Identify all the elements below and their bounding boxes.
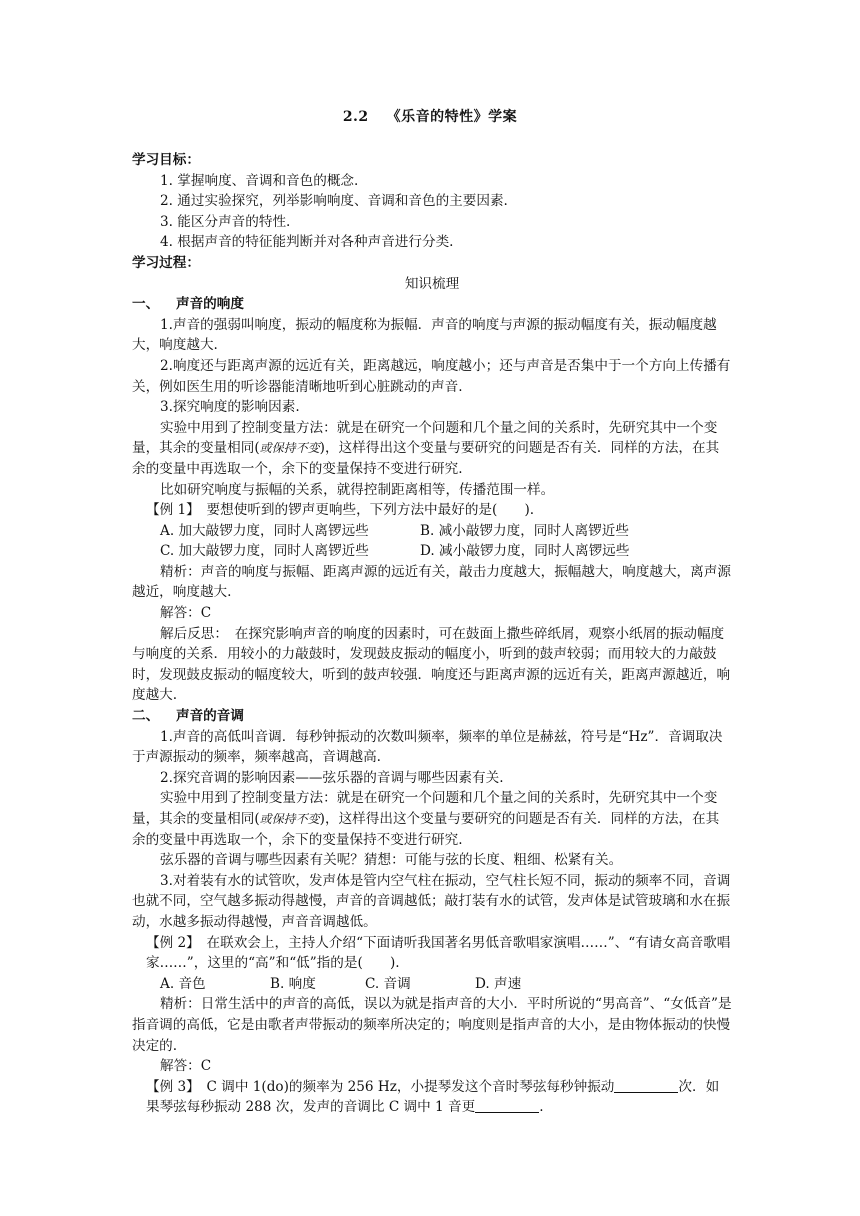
section-heading [132,294,732,315]
option-a: A. 音色 [160,975,206,992]
section-title: 声音的响度 [176,296,244,313]
title-text: 《乐音的特性》学案 [386,109,518,125]
objective-item: 1. 掌握响度、音调和音色的概念. [160,172,359,189]
paragraph: 2.探究音调的影响因素——弦乐器的音调与哪些因素有关. [160,769,504,786]
example-label: 【例 2】 [146,934,193,951]
option-d: D. 减小敲锣力度，同时人离锣远些 [420,543,630,560]
paragraph: 2.响度还与距离声源的远近有关，距离越远，响度越小；还与声音是否集中于一个方向上传播有关，例如医生用的听诊器能清晰地听到心脏跳动的声音. [132,357,731,395]
paragraph: 1.声音的强弱叫响度，振动的幅度称为振幅．声音的响度与声源的振动幅度有关，振动幅度越大，响度越大. [132,316,717,354]
example-answer: 解答：C [160,1058,212,1075]
paragraph: 3.探究响度的影响因素. [160,399,300,416]
example-answer: 解答：C [160,605,212,622]
option-d: D. 声速 [475,975,522,992]
option-c: C. 音调 [365,975,411,992]
paragraph: 1.声音的高低叫音调．每秒钟振动的次数叫频率，频率的单位是赫兹，符号是“Hz”．音调取决于声源振动的频率，频率越高，音调越高. [132,728,723,766]
paragraph: 弦乐器的音调与哪些因素有关呢？猜想：可能与弦的长度、粗细、松紧有关。 [160,852,623,869]
paragraph: 3.对着装有水的试管吹，发声体是管内空气柱在振动，空气柱长短不同，振动的频率不同，音调也就不同，空气越多振动得越慢，声音的音调越低；敲打装有水的试管，发声体是试管玻璃和水在振动，水越多振动得越慢，声音音调越低。 [132,872,731,930]
example-question [132,500,732,521]
example-label: 【例 3】 [146,1078,193,1095]
example-text: C 调中 1(do)的频率为 256 Hz，小提琴发这个音时琴弦每秒钟振动 [206,1078,615,1095]
section-heading [132,706,732,727]
objective-item: 4. 根据声音的特征能判断并对各种声音进行分类. [160,234,454,251]
knowledge-heading: 知识梳理 [404,275,460,292]
paragraph-part: 或保持不变 [259,441,320,456]
example-label: 【例 1】 [146,502,193,519]
paragraph [132,788,732,850]
paragraph-part: )，这样得出这个变量与要研究的问题是否有关．同样的方法，在其余的变量中再选取一个，余下的变量保持不变进行研究. [132,811,720,848]
title-number: 2.2 [342,109,369,125]
option-b: B. 响度 [270,975,316,992]
document-body [132,150,732,1118]
example-options [132,541,732,562]
paragraph: 比如研究响度与振幅的关系，就得控制距离相等，传播范围一样。 [160,481,555,498]
example-question [132,1077,732,1118]
process-heading: 学习过程： [132,254,200,271]
answer-blank[interactable] [475,1098,539,1113]
paragraph [132,418,732,480]
page-title [0,106,860,126]
option-b: B. 减小敲锣力度，同时人离锣近些 [420,522,629,539]
example-options [132,974,732,995]
option-c: C. 加大敲锣力度，同时人离锣近些 [160,543,369,560]
paragraph-part: 实验中用到了控制变量方法：就是在研究一个问题和几个量之间的关系时，先研究其中一个变量，其余的变量相同( [132,790,718,827]
section-number: 一、 [132,296,160,313]
objectives-heading: 学习目标： [132,152,200,168]
example-text: 要想使听到的锣声更响些，下列方法中最好的是( ). [206,502,535,519]
example-text: 在联欢会上，主持人介绍“下面请听我国著名男低音歌唱家演唱……”、“有请女高音歌唱家……”，这里的“高”和“低”指的是( ). [146,934,731,972]
example-analysis: 精析：日常生活中的声音的高低，误以为就是指声音的大小．平时所说的“男高音”、“女低音”是指音调的高低，它是由歌者声带振动的频率所决定的；响度则是指声音的大小，是由物体振动的快慢决定的. [132,996,732,1054]
paragraph-part: 实验中用到了控制变量方法：就是在研究一个问题和几个量之间的关系时，先研究其中一个变量，其余的变量相同( [132,419,718,457]
reflection: 解后反思： 在探究影响声音的响度的因素时，可在鼓面上撒些碎纸屑，观察小纸屑的振动幅度与响度的关系．用较小的力敲鼓时，发现鼓皮振动的幅度小，听到的鼓声较弱；而用较大的力敲鼓时，发现鼓皮振动的幅度较大，听到的鼓声较强．响度还与距离声源的远近有关，距离声源越近，响度越大. [132,625,731,704]
example-text: 次．如果琴弦每秒振动 288 次，发声的音调比 C 调中 1 音更 [146,1078,720,1116]
section-number: 二、 [132,708,160,725]
answer-blank[interactable] [614,1078,678,1093]
example-text: . [539,1099,544,1116]
paragraph-part: )，这样得出这个变量与要研究的问题是否有关．同样的方法，在其余的变量中再选取一个，余下的变量保持不变进行研究. [132,440,720,477]
objective-item: 2. 通过实验探究，列举影响响度、音调和音色的主要因素. [160,193,508,210]
objective-item: 3. 能区分声音的特性. [160,213,291,230]
section-title: 声音的音调 [176,708,244,725]
paragraph-part: 或保持不变 [259,812,320,826]
option-a: A. 加大敲锣力度，同时人离锣远些 [160,522,369,539]
example-analysis: 精析：声音的响度与振幅、距离声源的远近有关，敲击力度越大，振幅越大，响度越大，离声源越近，响度越大. [132,563,731,601]
example-question [132,933,732,974]
example-options [132,521,732,542]
